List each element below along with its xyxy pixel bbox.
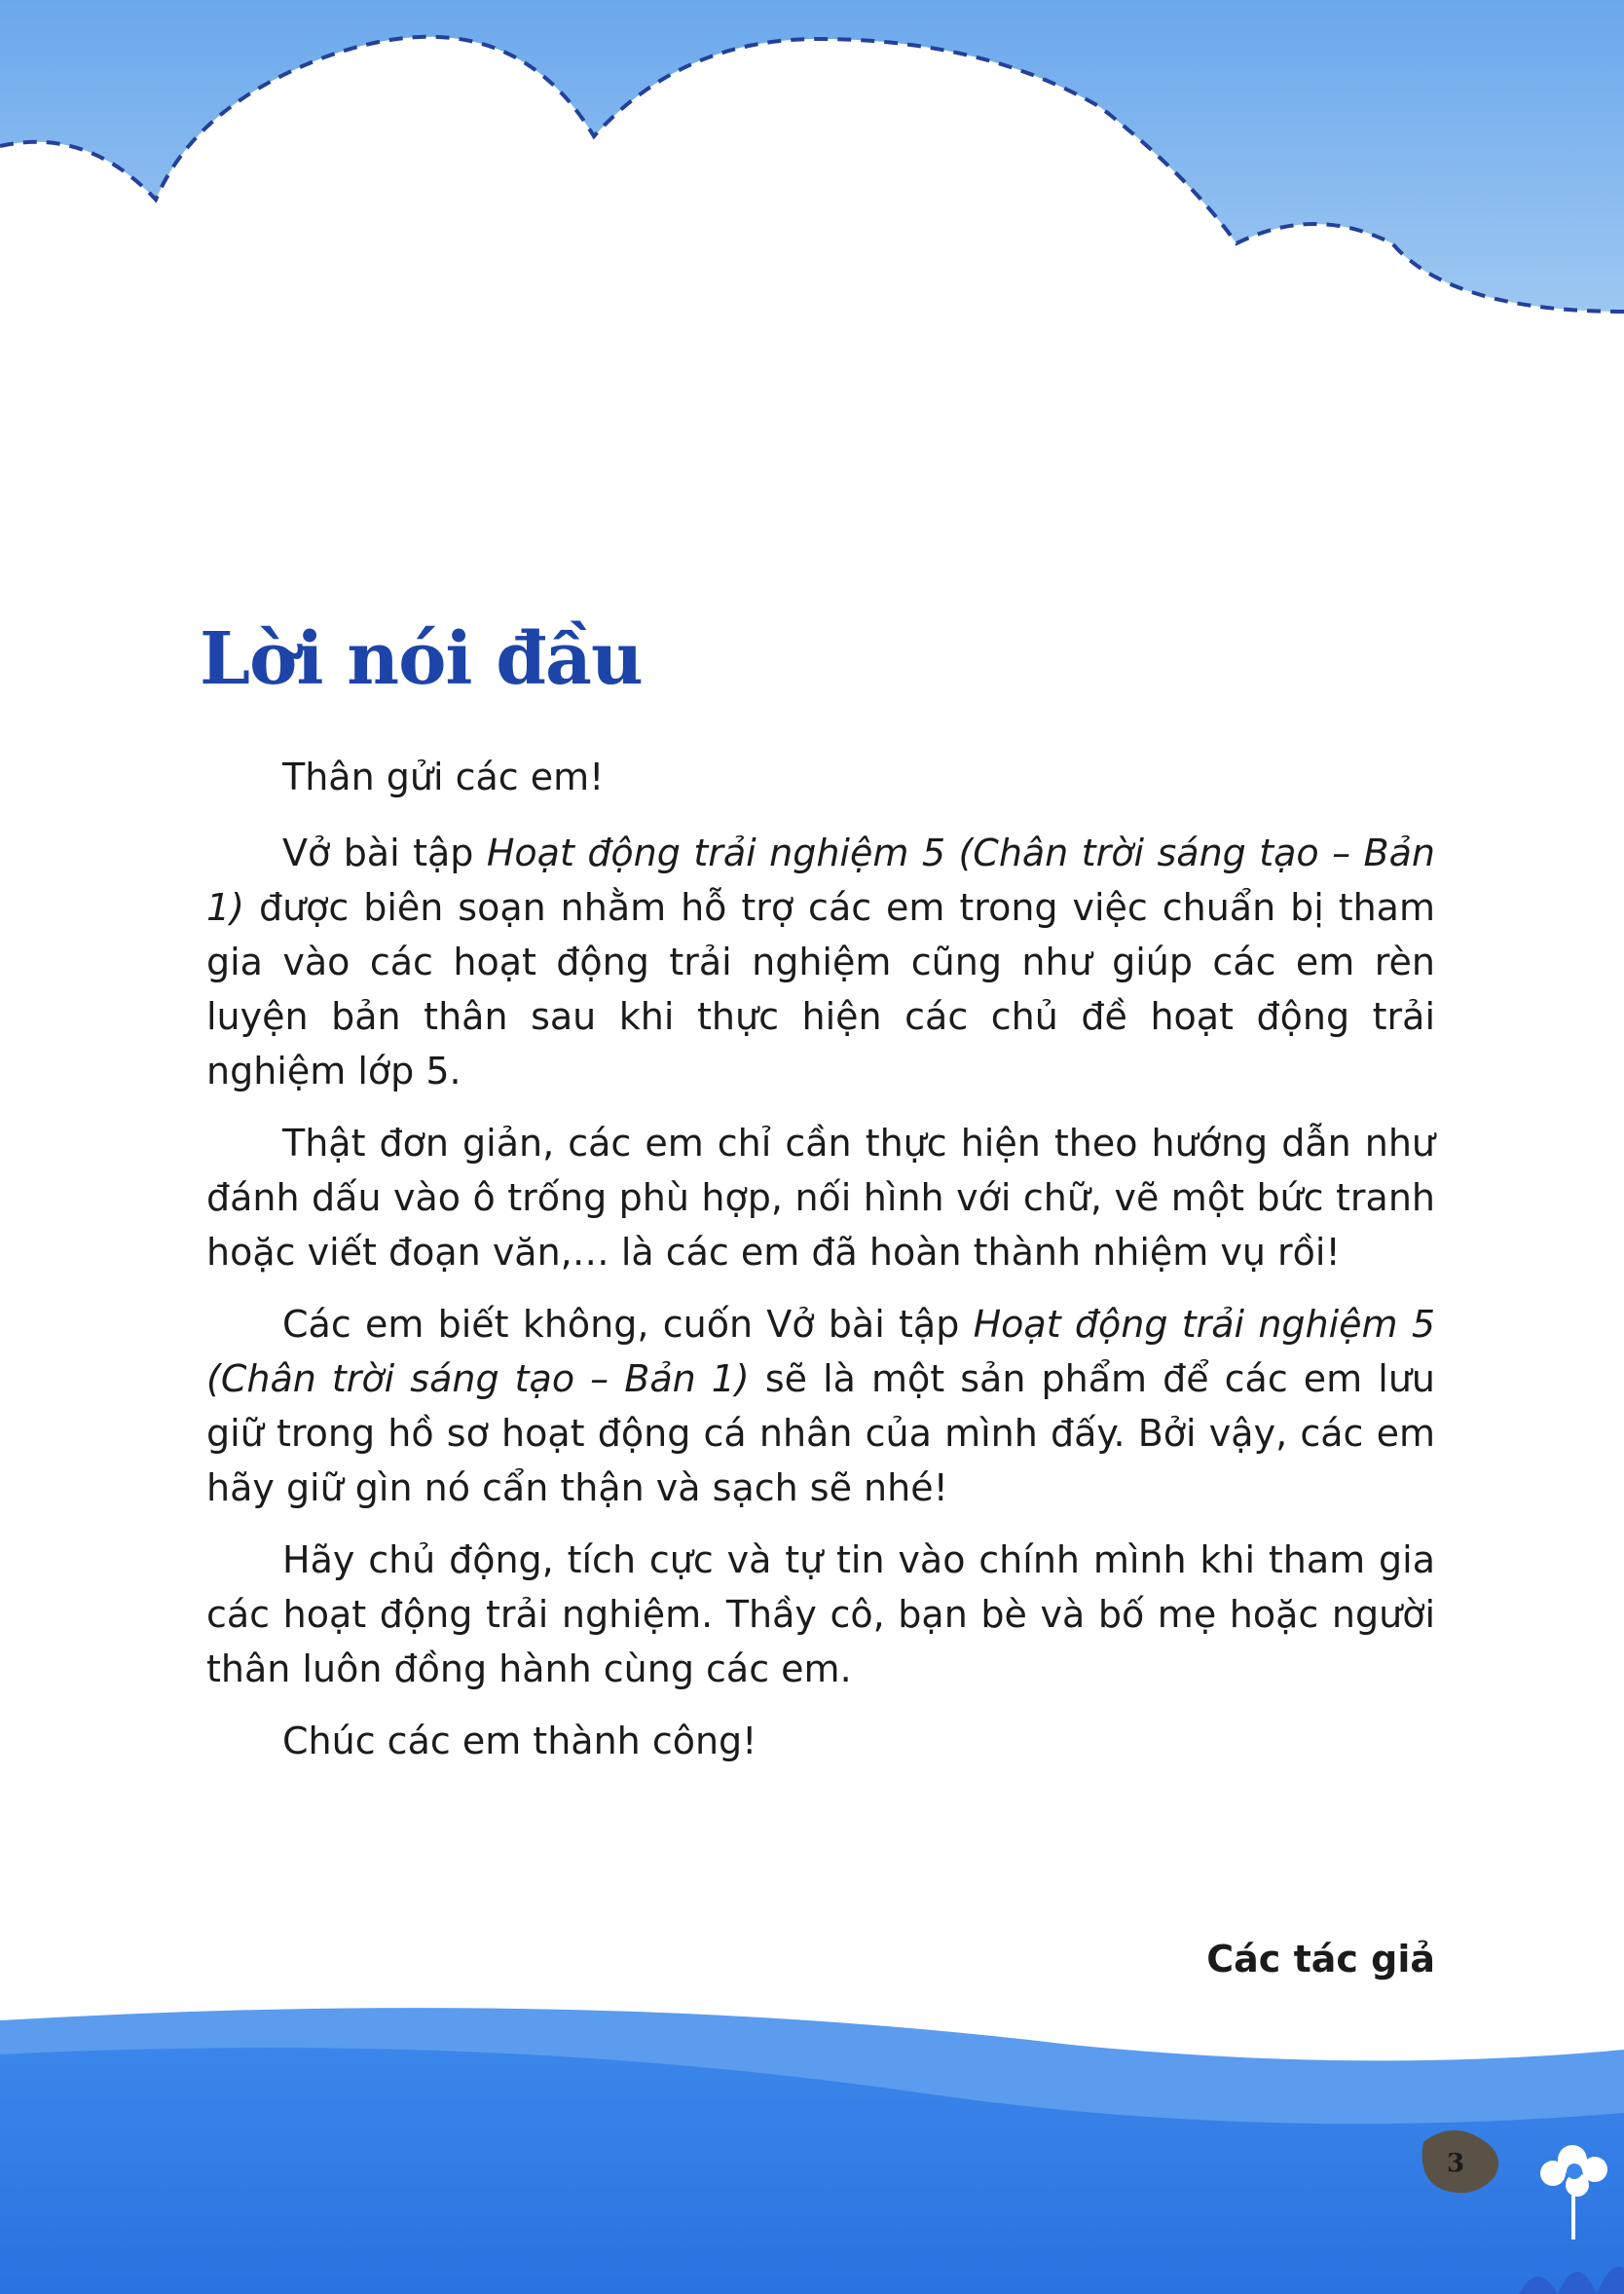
book-title-italic: Hoạt động trải nghiệm 5 (Chân trời sáng tạo – Bản 1): [206, 832, 1435, 929]
page-title: Lời nói đầu: [200, 617, 643, 701]
paragraph-1-rest: được biên soạn nhằm hỗ trợ các em trong việc chuẩn bị tham gia vào các hoạt động trải nghiệm cũng như giúp các em rèn luyện bản thân sau khi thực hiện các chủ đề hoạt động trải nghiệm lớp 5.: [206, 886, 1435, 1092]
closing-line: Chúc các em thành công!: [282, 1720, 757, 1762]
greeting: Thân gửi các em!: [282, 756, 605, 798]
page-number: 3: [1446, 2149, 1465, 2178]
paragraph-1: [206, 826, 1435, 1098]
paragraph-3-rest: sẽ là một sản phẩm để các em lưu giữ trong hồ sơ hoạt động cá nhân của mình đấy. Bởi vậy, các em hãy giữ gìn nó cẩn thận và sạch sẽ nhé!: [206, 1357, 1436, 1509]
paragraph-3: [206, 1297, 1435, 1515]
book-title-italic: Hoạt động trải nghiệm 5 (Chân trời sáng tạo – Bản 1): [206, 1303, 1435, 1400]
signature: Các tác giả: [1206, 1938, 1435, 1980]
paragraph-2: Thật đơn giản, các em chỉ cần thực hiện theo hướng dẫn như đánh dấu vào ô trống phù hợp, nối hình với chữ, vẽ một bức tranh hoặc viết đoạn văn,… là các em đã hoàn thành nhiệm vụ rồi!: [206, 1122, 1435, 1274]
paragraph-1-start: Vở bài tập: [282, 832, 487, 874]
paragraph-4: Hãy chủ động, tích cực và tự tin vào chính mình khi tham gia các hoạt động trải nghiệm. Thầy cô, bạn bè và bố mẹ hoặc người thân luôn đồng hành cùng các em.: [206, 1538, 1435, 1690]
paragraph-3-start: Các em biết không, cuốn Vở bài tập: [282, 1303, 974, 1346]
letter-body: [206, 750, 1435, 1790]
